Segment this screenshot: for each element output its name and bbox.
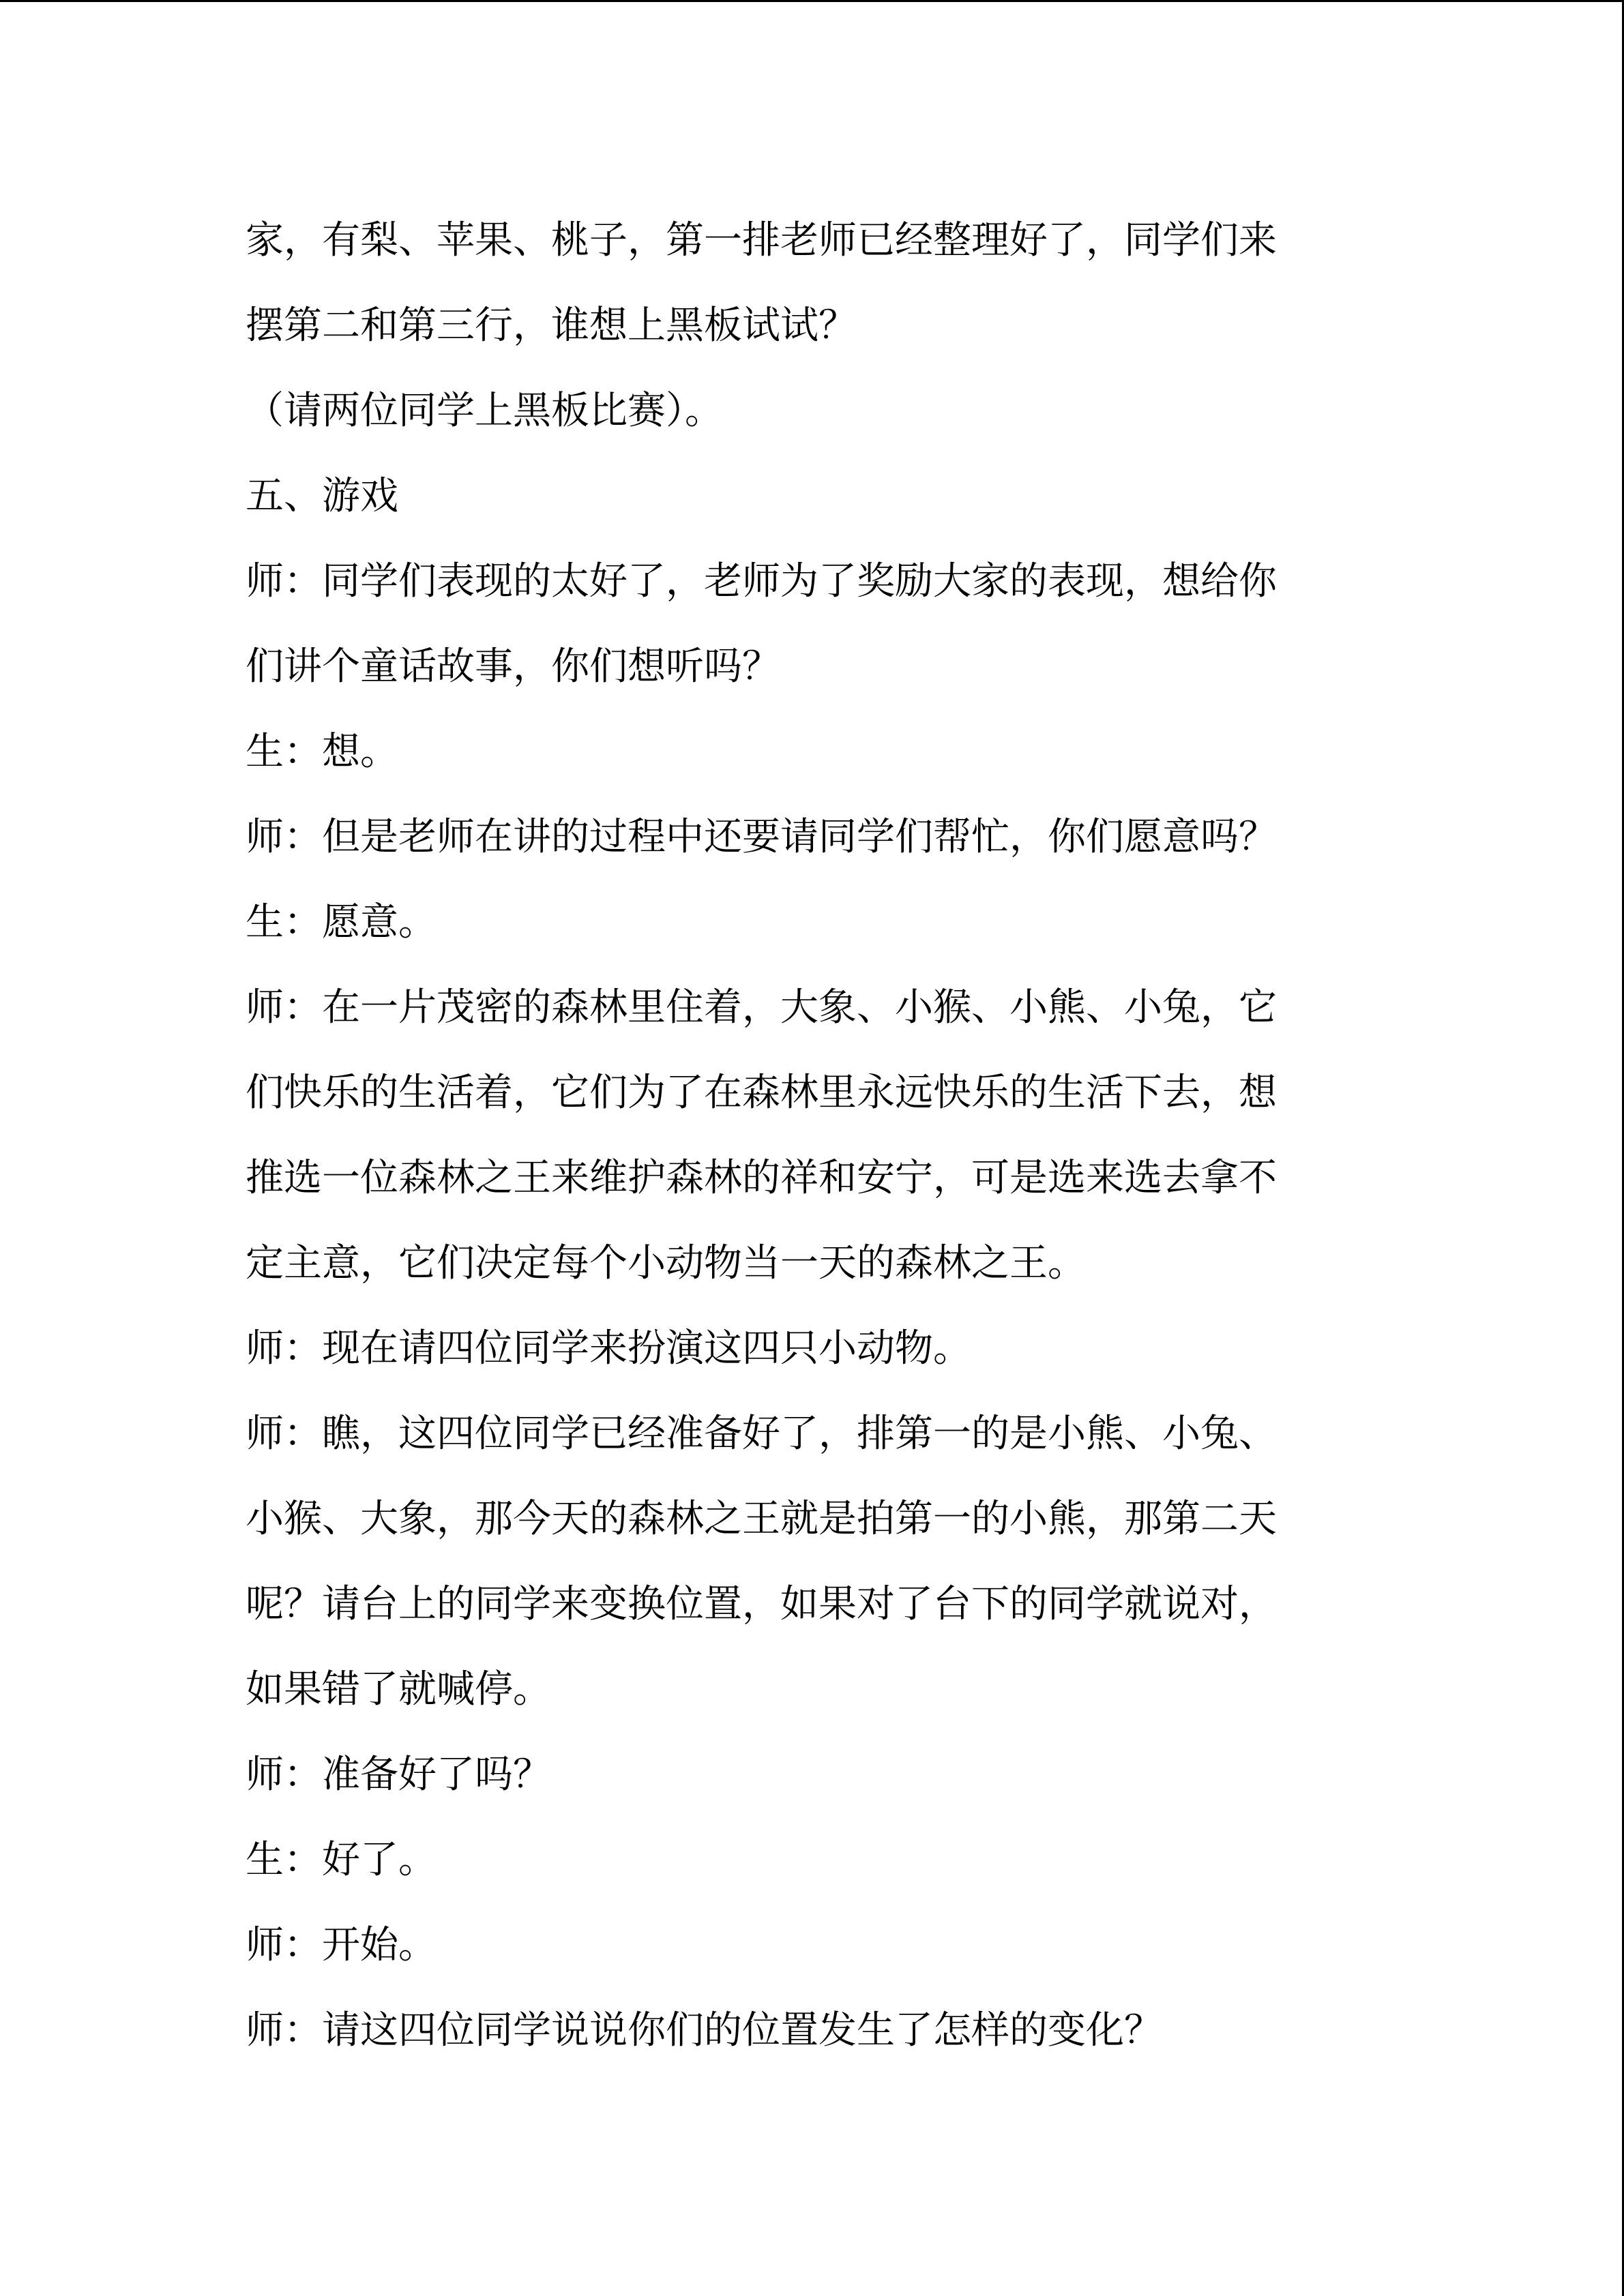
text-line: 师：同学们表现的太好了，老师为了奖励大家的表现，想给你: [246, 559, 1277, 603]
text-line: 师：现在请四位同学来扮演这四只小动物。: [246, 1326, 971, 1371]
text-line: 推选一位森林之王来维护森林的祥和安宁，可是选来选去拿不: [246, 1156, 1277, 1200]
document-body: [246, 198, 1378, 2073]
text-line: 生：好了。: [246, 1838, 437, 1882]
text-line: 师：在一片茂密的森林里住着，大象、小猴、小熊、小兔，它: [246, 985, 1277, 1030]
text-line: 师：开始。: [246, 1923, 437, 1967]
text-line: 定主意，它们决定每个小动物当一天的森林之王。: [246, 1241, 1086, 1285]
text-line: 摆第二和第三行，谁想上黑板试试？: [246, 303, 857, 348]
text-line: （请两位同学上黑板比赛）。: [246, 389, 723, 433]
text-line: 生：想。: [246, 730, 398, 774]
text-line: 家，有梨、苹果、桃子，第一排老师已经整理好了，同学们来: [246, 218, 1277, 263]
text-line: 师：瞧，这四位同学已经准备好了，排第一的是小熊、小兔、: [246, 1412, 1277, 1456]
text-line: 师：准备好了吗？: [246, 1753, 551, 1797]
text-line: 师：请这四位同学说说你们的位置发生了怎样的变化？: [246, 2008, 1162, 2053]
text-line: 如果错了就喊停。: [246, 1667, 551, 1712]
page-top-border: [0, 0, 1624, 2]
text-line: 师：但是老师在讲的过程中还要请同学们帮忙，你们愿意吗？: [246, 815, 1277, 859]
text-line: 小猴、大象，那今天的森林之王就是拍第一的小熊，那第二天: [246, 1497, 1277, 1541]
text-line: 们快乐的生活着，它们为了在森林里永远快乐的生活下去，想: [246, 1071, 1277, 1115]
text-line: 呢？请台上的同学来变换位置，如果对了台下的同学就说对，: [246, 1582, 1277, 1626]
text-line: 们讲个童话故事，你们想听吗？: [246, 644, 780, 689]
text-line: 生：愿意。: [246, 900, 437, 944]
section-heading: 五、游戏: [246, 474, 398, 518]
